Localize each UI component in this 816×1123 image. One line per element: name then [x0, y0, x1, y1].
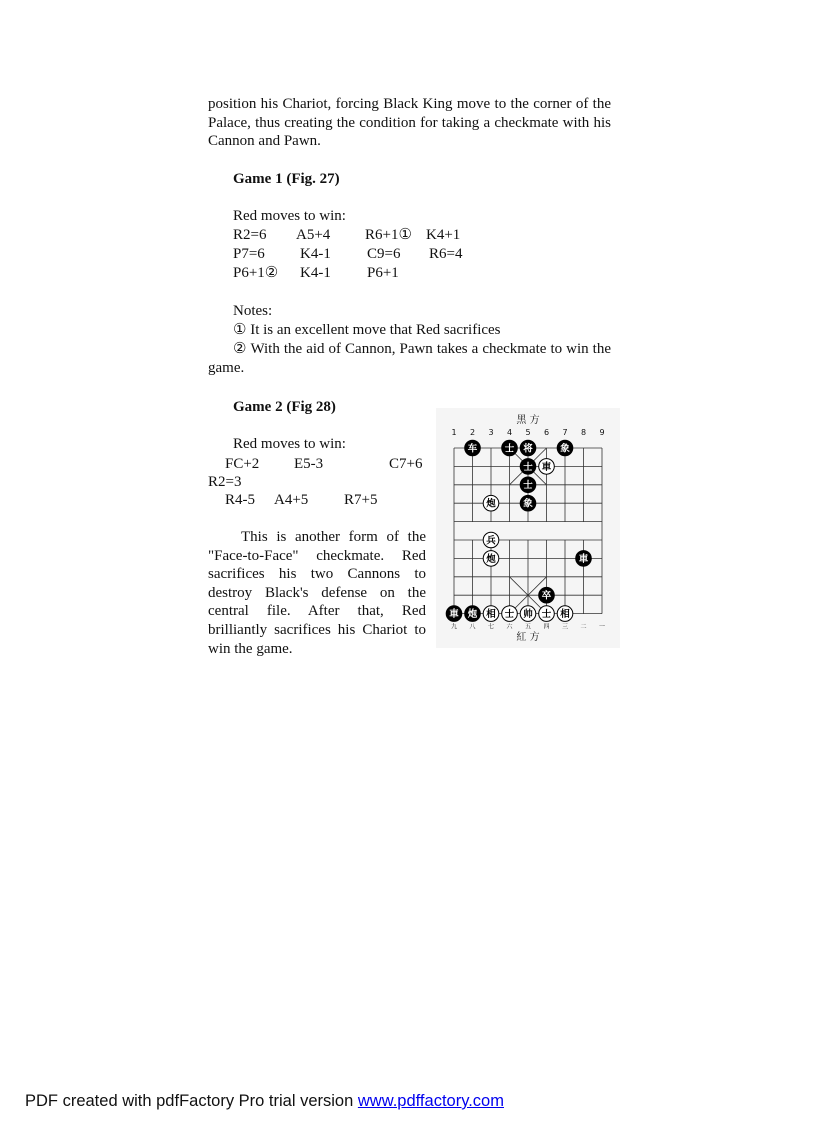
red-piece — [502, 606, 518, 622]
file-number-bottom: 九 — [450, 623, 458, 631]
move: FC+2 — [225, 456, 260, 472]
file-number-bottom: 二 — [580, 623, 587, 631]
game2-instruction: Red moves to win: — [233, 436, 346, 452]
red-piece — [557, 606, 573, 622]
black-piece — [465, 606, 481, 622]
black-piece — [520, 459, 536, 475]
move: A4+5 — [274, 492, 309, 508]
notes-heading: Notes: — [233, 303, 273, 319]
footer-link[interactable]: www.pdffactory.com — [357, 1092, 504, 1110]
svg-text:車: 車 — [541, 461, 552, 473]
file-number-bottom: 一 — [598, 623, 606, 631]
board-bottom-label: 紅 方 — [516, 632, 540, 643]
black-piece — [539, 587, 555, 603]
game2-description: This is another form of the "Face-to-Face" checkmate. Red sacrifices his two Cannons to destroy Black's defense on the central file. After that, Red brilliantly sacrifices his Chariot to win the game. — [208, 529, 426, 657]
board-top-label: 黑 方 — [516, 415, 540, 426]
move: R7+5 — [344, 492, 378, 508]
file-number-top: 4 — [506, 428, 513, 437]
svg-text:炮: 炮 — [486, 553, 496, 565]
svg-text:士: 士 — [541, 609, 552, 620]
move: C9=6 — [367, 246, 401, 262]
red-piece — [483, 532, 499, 548]
note-2: ② With the aid of Cannon, Pawn takes a checkmate to win the game. — [208, 341, 611, 376]
move: P7=6 — [233, 246, 265, 262]
svg-text:士: 士 — [523, 480, 533, 492]
black-piece — [557, 440, 573, 456]
game1-instruction: Red moves to win: — [233, 208, 346, 224]
move: A5+4 — [296, 227, 331, 243]
black-piece — [465, 440, 481, 456]
file-number-bottom: 五 — [524, 623, 532, 631]
file-number-top: 1 — [451, 428, 457, 437]
svg-text:士: 士 — [504, 443, 515, 455]
move: K4+1 — [426, 227, 461, 243]
svg-text:卒: 卒 — [541, 590, 552, 602]
note-1: ① It is an excellent move that Red sacrifices — [233, 322, 501, 338]
file-number-top: 9 — [599, 428, 605, 437]
pdf-footer — [25, 1092, 504, 1111]
move: K4-1 — [300, 246, 331, 262]
file-number-top: 2 — [469, 428, 476, 437]
file-number-bottom: 六 — [506, 623, 513, 631]
footer-text: PDF created with pdfFactory Pro trial version — [25, 1092, 358, 1110]
game1-move-row — [233, 245, 493, 264]
file-number-bottom: 七 — [487, 623, 495, 631]
file-number-top: 7 — [562, 428, 568, 437]
intro-paragraph: position his Chariot, forcing Black King move to the corner of the Palace, thus creating the condition for taking a checkmate with his Cannon and Pawn. — [208, 96, 611, 150]
file-number-top: 8 — [580, 428, 587, 437]
move: E5-3 — [294, 456, 324, 472]
move: R2=6 — [233, 227, 267, 243]
game2-move-row — [208, 455, 433, 474]
game2-heading: Game 2 (Fig 28) — [233, 399, 336, 415]
xiangqi-board-diagram — [436, 408, 620, 648]
black-piece — [446, 606, 462, 622]
move: R4-5 — [225, 492, 255, 508]
file-number-bottom: 八 — [469, 623, 476, 631]
game1-heading: Game 1 (Fig. 27) — [233, 171, 340, 187]
move: R6=4 — [429, 246, 463, 262]
black-piece — [502, 440, 518, 456]
file-number-top: 5 — [525, 428, 531, 437]
game1-move-row — [233, 264, 493, 283]
game2-move-row — [208, 491, 433, 510]
file-number-top: 3 — [488, 428, 494, 437]
move: P6+1② — [233, 265, 279, 281]
move: P6+1 — [367, 265, 399, 281]
svg-text:炮: 炮 — [467, 609, 478, 620]
red-piece — [483, 495, 499, 511]
black-piece — [520, 440, 536, 456]
svg-text:帅: 帅 — [523, 609, 533, 620]
game1-move-row — [233, 226, 493, 245]
svg-text:车: 车 — [467, 443, 478, 455]
file-number-bottom: 三 — [561, 623, 569, 631]
svg-text:兵: 兵 — [486, 535, 496, 547]
red-piece — [539, 459, 555, 475]
game2-move-row: R2=3 — [208, 474, 242, 490]
red-piece — [483, 551, 499, 567]
move: K4-1 — [300, 265, 331, 281]
file-number-top: 6 — [543, 428, 550, 437]
red-piece — [483, 606, 499, 622]
svg-text:士: 士 — [504, 609, 515, 620]
red-piece — [539, 606, 555, 622]
svg-text:炮: 炮 — [486, 498, 496, 510]
move: C7+6 — [389, 456, 423, 472]
svg-text:相: 相 — [560, 609, 570, 620]
black-piece — [520, 477, 536, 493]
svg-text:車: 車 — [449, 609, 459, 620]
svg-text:象: 象 — [560, 443, 570, 455]
svg-text:相: 相 — [486, 609, 496, 620]
file-number-bottom: 四 — [543, 623, 550, 631]
svg-text:象: 象 — [523, 498, 533, 510]
black-piece — [520, 495, 536, 511]
move: R6+1① — [365, 227, 412, 243]
svg-text:将: 将 — [523, 443, 533, 455]
svg-text:車: 車 — [578, 553, 589, 565]
black-piece — [576, 551, 592, 567]
svg-text:士: 士 — [523, 461, 533, 473]
red-piece — [520, 606, 536, 622]
